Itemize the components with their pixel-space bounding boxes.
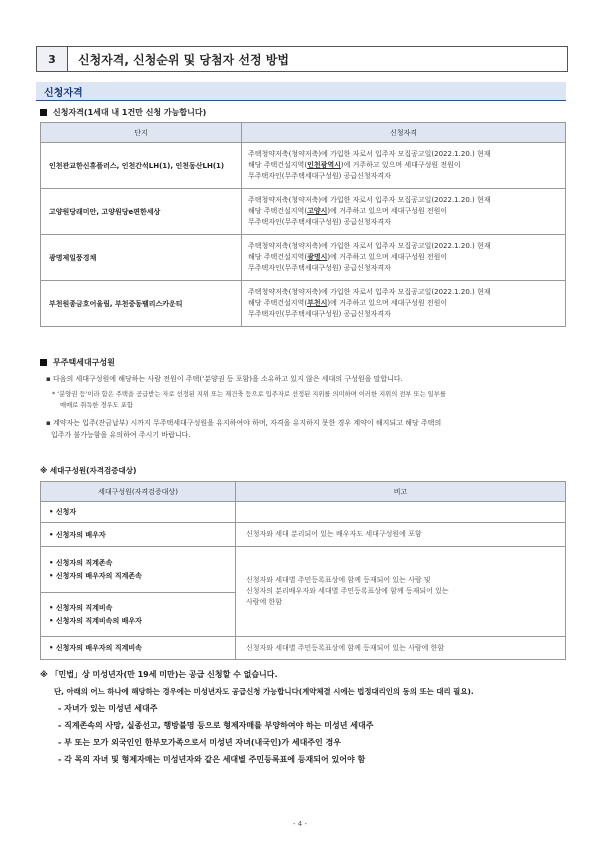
- qual-line: 해당 주택건설지역(: [248, 299, 308, 307]
- member-cell: [41, 547, 236, 593]
- col-complex: 단지: [41, 123, 242, 143]
- table-row: [41, 523, 566, 547]
- col-note: 비고: [236, 482, 566, 502]
- minor-item: - 직계존속의 사망, 실종선고, 행방불명 등으로 형제자매를 부양하여야 하는 미성년 세대주: [58, 721, 374, 730]
- qual-line: 해당 주택건설지역(: [248, 161, 308, 169]
- table-row: [41, 502, 566, 523]
- homeless-note: [52, 389, 570, 411]
- table-row: [41, 189, 566, 235]
- region-name: 부천시: [307, 299, 328, 307]
- contract-line: ▪ 계약자는 입주(잔금납부) 시까지 무주택세대구성원을 유지하여야 하며, 자격을 유지하지 못한 경우 계약이 해지되고 해당 주택의: [46, 419, 442, 427]
- table-row: [41, 281, 566, 327]
- members-table: [40, 481, 566, 660]
- qual-line: 해당 주택건설지역(: [248, 207, 308, 215]
- eligibility-table: [40, 122, 566, 327]
- note-line: 매매로 취득한 경우도 포함: [60, 402, 133, 409]
- note-line: * ‘분양권 등’이라 함은 주택을 공급받는 자로 선정된 지위 또는 재건축 등으로 입주자로 선정된 지위를 의미하며 이러한 지위의 전부 또는 일부를: [52, 391, 446, 398]
- qualification-cell: [242, 281, 566, 327]
- col-qualification: 신청자격: [242, 123, 566, 143]
- member-cell: • 신청자의 배우자: [41, 523, 236, 547]
- table-row: [41, 235, 566, 281]
- qual-line: 해당 주택건설지역(: [248, 253, 308, 261]
- homeless-paragraph: ▪ 다음의 세대구성원에 해당하는 사람 전원이 주택(‘분양권 등 포함)을 소유하고 있지 않은 세대의 구성원을 말합니다.: [46, 375, 403, 383]
- qual-line: 주택청약저축(청약저축)에 가입한 자로서 입주자 모집공고일(2022.1.20.) 현재: [248, 242, 491, 250]
- qual-line: 무주택자인(무주택세대구성원) 공급신청자격자: [248, 310, 391, 318]
- table-row: [41, 637, 566, 660]
- eligibility-heading-text: 신청자격(1세대 내 1건만 신청 가능합니다): [53, 108, 207, 117]
- homeless-heading: [40, 357, 115, 368]
- table-row: [41, 143, 566, 189]
- note-line: 신청자와 세대별 주민등록표상에 함께 등재되어 있는 사람 및: [246, 576, 431, 584]
- member-cell: [41, 593, 236, 637]
- member-line: • 신청자의 직계존속: [49, 558, 113, 567]
- note-cell: [236, 547, 566, 637]
- member-line: • 신청자의 직계비속의 배우자: [49, 616, 142, 625]
- section-number: 3: [37, 47, 68, 71]
- col-member: 세대구성원(자격검증대상): [41, 482, 236, 502]
- region-name: 인천광역시: [307, 161, 341, 169]
- qual-line: 주택청약저축(청약저축)에 가입한 자로서 입주자 모집공고일(2022.1.20.) 현재: [248, 196, 491, 204]
- region-name: 고양시: [307, 207, 328, 215]
- section-title: 신청자격, 신청순위 및 당첨자 선정 방법: [78, 52, 289, 67]
- member-cell: • 신청자: [41, 502, 236, 523]
- section-header: [36, 46, 568, 72]
- qualification-cell: [242, 143, 566, 189]
- qual-line: )에 거주하고 있으며 세대구성원 전원이: [327, 253, 448, 261]
- qual-line: 무주택자인(무주택세대구성원) 공급신청자격자: [248, 218, 391, 226]
- region-name: 광명시: [307, 253, 328, 261]
- qual-line: 무주택자인(무주택세대구성원) 공급신청자격자: [248, 172, 391, 180]
- note-cell: [236, 502, 566, 523]
- member-line: • 신청자의 직계비속: [49, 603, 113, 612]
- qual-line: 주택청약저축(청약저축)에 가입한 자로서 입주자 모집공고일(2022.1.20.) 현재: [248, 288, 491, 296]
- complex-cell: 광명제일풍경채: [41, 235, 242, 281]
- qualification-cell: [242, 235, 566, 281]
- minor-line: 단, 아래의 어느 하나에 해당하는 경우에는 미성년자도 공급신청 가능합니다(계약체결 시에는 법정대리인의 동의 또는 대리 필요).: [54, 687, 474, 696]
- qual-line: 무주택자인(무주택세대구성원) 공급신청자격자: [248, 264, 391, 272]
- member-line: • 신청자의 배우자의 직계존속: [49, 571, 142, 580]
- minor-item: - 부 또는 모가 외국인인 한부모가족으로서 미성년 자녀(내국인)가 세대주인 경우: [58, 738, 341, 747]
- complex-cell: 부천원종금호어울림, 부천중동팰리스카운티: [41, 281, 242, 327]
- subsection-title: 신청자격: [44, 87, 83, 99]
- note-cell: 신청자와 세대 분리되어 있는 배우자도 세대구성원에 포함: [236, 523, 566, 547]
- qualification-cell: [242, 189, 566, 235]
- minor-section: [40, 666, 474, 768]
- page-number: - 4 -: [293, 820, 307, 828]
- subsection-bar: [36, 82, 566, 101]
- table-row: [41, 547, 566, 593]
- qual-line: )에 거주하고 있으며 세대구성원 전원이: [327, 299, 448, 307]
- minor-item: - 각 목의 자녀 및 형제자매는 미성년자와 같은 세대별 주민등록표에 등재되어 있어야 함: [58, 755, 366, 764]
- homeless-contract-note: [46, 417, 564, 441]
- complex-cell: 인천관교한신휴플러스, 인천간석LH(1), 인천동산LH(1): [41, 143, 242, 189]
- complex-cell: 고양원당래미안, 고양원당e편한세상: [41, 189, 242, 235]
- qual-line: 주택청약저축(청약저축)에 가입한 자로서 입주자 모집공고일(2022.1.20.) 현재: [248, 150, 491, 158]
- eligibility-heading: [40, 107, 206, 118]
- minor-line: ※ 「민법」상 미성년자(만 19세 미만)는 공급 신청할 수 없습니다.: [40, 670, 278, 679]
- qual-line: )에 거주하고 있으며 세대구성원 전원이: [340, 161, 461, 169]
- square-bullet-icon: [40, 359, 47, 366]
- note-line: 사람에 한함: [246, 598, 283, 606]
- minor-item: - 자녀가 있는 미성년 세대주: [58, 704, 158, 713]
- member-cell: • 신청자의 배우자의 직계비속: [41, 637, 236, 660]
- contract-line: 입주가 불가능함을 유의하여 주시기 바랍니다.: [51, 431, 191, 439]
- note-cell: 신청자와 세대별 주민등록표상에 함께 등재되어 있는 사람에 한함: [236, 637, 566, 660]
- qual-line: )에 거주하고 있으며 세대구성원 전원이: [327, 207, 448, 215]
- note-line: 신청자의 분리배우자와 세대별 주민등록표상에 함께 등재되어 있는: [246, 587, 449, 595]
- square-bullet-icon: [40, 109, 47, 116]
- homeless-heading-text: 무주택세대구성원: [53, 358, 115, 367]
- members-heading: ※ 세대구성원(자격검증대상): [40, 466, 137, 475]
